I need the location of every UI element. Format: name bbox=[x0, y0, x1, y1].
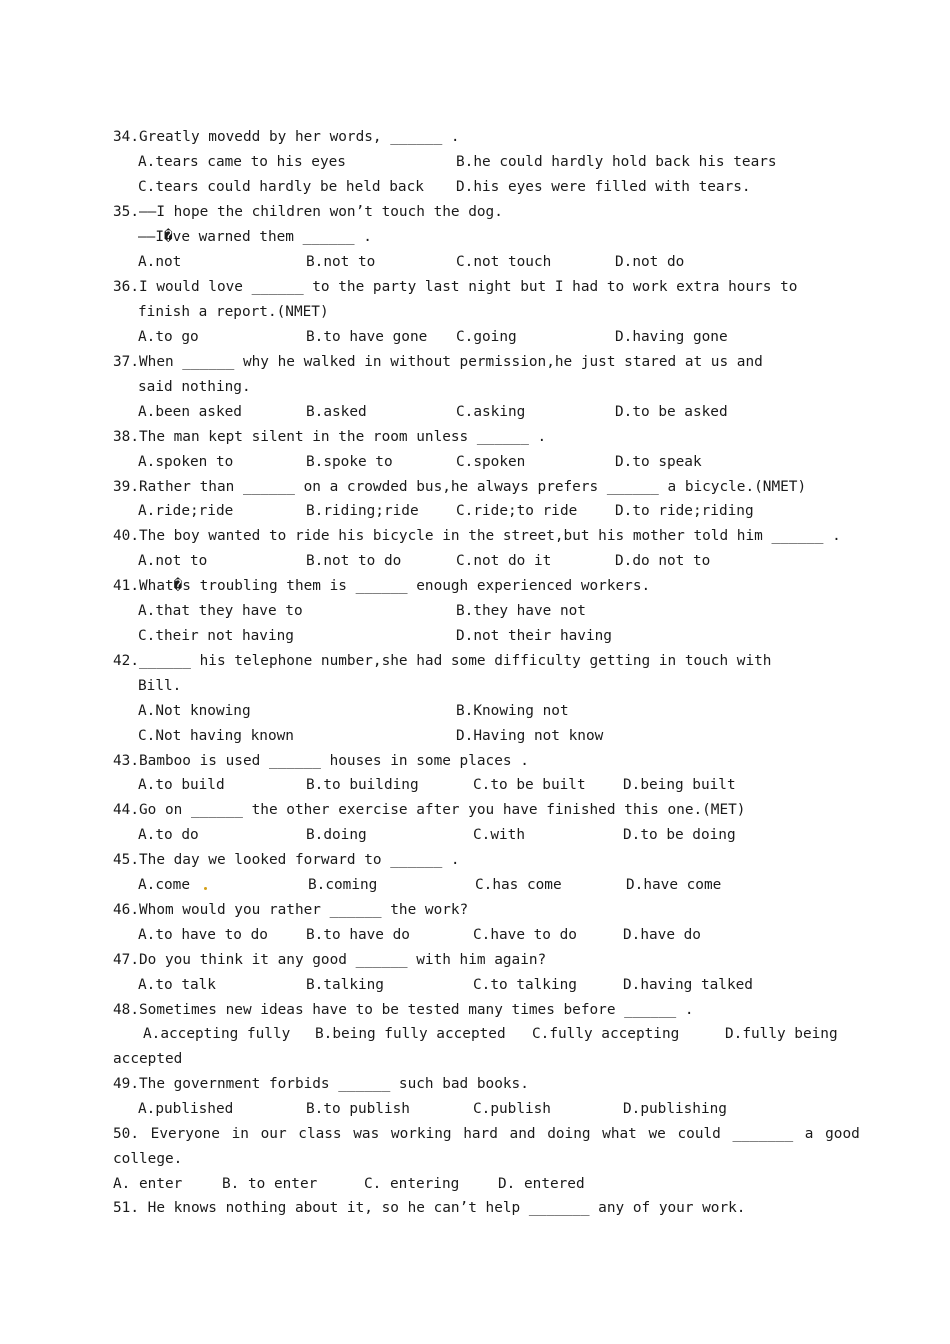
option-43-b: B.to building bbox=[306, 777, 419, 793]
option-50-a: A. enter bbox=[113, 1176, 183, 1192]
option-39-c: C.ride;to ride bbox=[456, 503, 578, 519]
question-50-stem-2: college. bbox=[113, 1151, 183, 1167]
option-36-a: A.to go bbox=[138, 329, 199, 345]
option-49-a: A.published bbox=[138, 1101, 234, 1117]
option-38-d: D.to speak bbox=[615, 454, 702, 470]
option-47-c: C.to talking bbox=[473, 977, 577, 993]
option-37-b: B.asked bbox=[306, 404, 367, 420]
option-43-d: D.being built bbox=[623, 777, 736, 793]
option-38-a: A.spoken to bbox=[138, 454, 234, 470]
question-42-stem-2: Bill. bbox=[138, 678, 182, 694]
question-48-stem: 48.Sometimes new ideas have to be tested many times before ______ . bbox=[113, 1002, 694, 1018]
option-47-a: A.to talk bbox=[138, 977, 216, 993]
option-36-b: B.to have gone bbox=[306, 329, 428, 345]
option-40-d: D.do not to bbox=[615, 553, 711, 569]
option-49-d: D.publishing bbox=[623, 1101, 727, 1117]
question-43-stem: 43.Bamboo is used ______ houses in some places . bbox=[113, 753, 529, 769]
option-45-c: C.has come bbox=[475, 877, 562, 893]
option-42-c: C.Not having known bbox=[138, 728, 294, 744]
option-49-b: B.to publish bbox=[306, 1101, 410, 1117]
question-41-stem: 41.What�s troubling them is ______ enough experienced workers. bbox=[113, 578, 651, 594]
option-44-a: A.to do bbox=[138, 827, 199, 843]
option-50-b: B. to enter bbox=[222, 1176, 318, 1192]
option-46-a: A.to have to do bbox=[138, 927, 268, 943]
question-42-stem: 42.______ his telephone number,she had some difficulty getting in touch with bbox=[113, 653, 772, 669]
option-37-a: A.been asked bbox=[138, 404, 242, 420]
option-46-b: B.to have do bbox=[306, 927, 410, 943]
option-48-c: C.fully accepting bbox=[532, 1026, 680, 1042]
option-39-b: B.riding;ride bbox=[306, 503, 419, 519]
option-45-b: B.coming bbox=[308, 877, 378, 893]
option-38-c: C.spoken bbox=[456, 454, 526, 470]
option-48-d: D.fully being bbox=[725, 1026, 838, 1042]
option-35-a: A.not bbox=[138, 254, 182, 270]
question-39-stem: 39.Rather than ______ on a crowded bus,he always prefers ______ a bicycle.(NMET) bbox=[113, 479, 807, 495]
question-34-stem: 34.Greatly movedd by her words, ______ . bbox=[113, 129, 460, 145]
question-49-stem: 49.The government forbids ______ such bad books. bbox=[113, 1076, 529, 1092]
option-46-c: C.have to do bbox=[473, 927, 577, 943]
option-43-a: A.to build bbox=[138, 777, 225, 793]
option-48-b: B.being fully accepted bbox=[315, 1026, 506, 1042]
option-46-d: D.have do bbox=[623, 927, 701, 943]
option-45-a: A.come bbox=[138, 877, 190, 893]
option-36-c: C.going bbox=[456, 329, 517, 345]
question-45-stem: 45.The day we looked forward to ______ . bbox=[113, 852, 460, 868]
option-50-d: D. entered bbox=[498, 1176, 585, 1192]
option-40-a: A.not to bbox=[138, 553, 208, 569]
option-34-d: D.his eyes were filled with tears. bbox=[456, 179, 751, 195]
stray-mark bbox=[204, 887, 207, 890]
question-36-stem-2: finish a report.(NMET) bbox=[138, 304, 329, 320]
option-37-d: D.to be asked bbox=[615, 404, 728, 420]
option-44-b: B.doing bbox=[306, 827, 367, 843]
option-40-c: C.not do it bbox=[456, 553, 552, 569]
question-38-stem: 38.The man kept silent in the room unless ______ . bbox=[113, 429, 547, 445]
option-41-d: D.not their having bbox=[456, 628, 612, 644]
option-36-d: D.having gone bbox=[615, 329, 728, 345]
option-49-c: C.publish bbox=[473, 1101, 551, 1117]
option-48-a: A.accepting fully bbox=[143, 1026, 291, 1042]
option-34-c: C.tears could hardly be held back bbox=[138, 179, 424, 195]
option-42-b: B.Knowing not bbox=[456, 703, 569, 719]
option-41-c: C.their not having bbox=[138, 628, 294, 644]
question-36-stem: 36.I would love ______ to the party last night but I had to work extra hours to bbox=[113, 279, 798, 295]
question-37-stem-2: said nothing. bbox=[138, 379, 251, 395]
question-35-stem: 35.——I hope the children won’t touch the dog. bbox=[113, 204, 503, 220]
option-50-c: C. entering bbox=[364, 1176, 460, 1192]
option-42-d: D.Having not know bbox=[456, 728, 604, 744]
question-37-stem: 37.When ______ why he walked in without permission,he just stared at us and bbox=[113, 354, 763, 370]
option-41-b: B.they have not bbox=[456, 603, 586, 619]
option-35-d: D.not do bbox=[615, 254, 685, 270]
option-44-d: D.to be doing bbox=[623, 827, 736, 843]
question-44-stem: 44.Go on ______ the other exercise after you have finished this one.(MET) bbox=[113, 802, 746, 818]
question-51-stem: 51. He knows nothing about it, so he can’t help _______ any of your work. bbox=[113, 1200, 746, 1216]
question-40-stem: 40.The boy wanted to ride his bicycle in the street,but his mother told him ______ . bbox=[113, 528, 841, 544]
option-34-a: A.tears came to his eyes bbox=[138, 154, 346, 170]
option-48-d-wrap: accepted bbox=[113, 1051, 183, 1067]
option-40-b: B.not to do bbox=[306, 553, 402, 569]
question-47-stem: 47.Do you think it any good ______ with him again? bbox=[113, 952, 547, 968]
question-50-stem: 50. Everyone in our class was working hard and doing what we could _______ a good bbox=[113, 1126, 860, 1142]
option-41-a: A.that they have to bbox=[138, 603, 303, 619]
option-44-c: C.with bbox=[473, 827, 525, 843]
option-35-b: B.not to bbox=[306, 254, 376, 270]
option-47-d: D.having talked bbox=[623, 977, 753, 993]
question-35-stem-2: ——I�ve warned them ______ . bbox=[138, 229, 372, 245]
option-45-d: D.have come bbox=[626, 877, 722, 893]
question-46-stem: 46.Whom would you rather ______ the work? bbox=[113, 902, 469, 918]
option-38-b: B.spoke to bbox=[306, 454, 393, 470]
option-43-c: C.to be built bbox=[473, 777, 586, 793]
option-39-a: A.ride;ride bbox=[138, 503, 234, 519]
option-37-c: C.asking bbox=[456, 404, 526, 420]
option-47-b: B.talking bbox=[306, 977, 384, 993]
option-39-d: D.to ride;riding bbox=[615, 503, 754, 519]
option-35-c: C.not touch bbox=[456, 254, 552, 270]
option-34-b: B.he could hardly hold back his tears bbox=[456, 154, 777, 170]
option-42-a: A.Not knowing bbox=[138, 703, 251, 719]
